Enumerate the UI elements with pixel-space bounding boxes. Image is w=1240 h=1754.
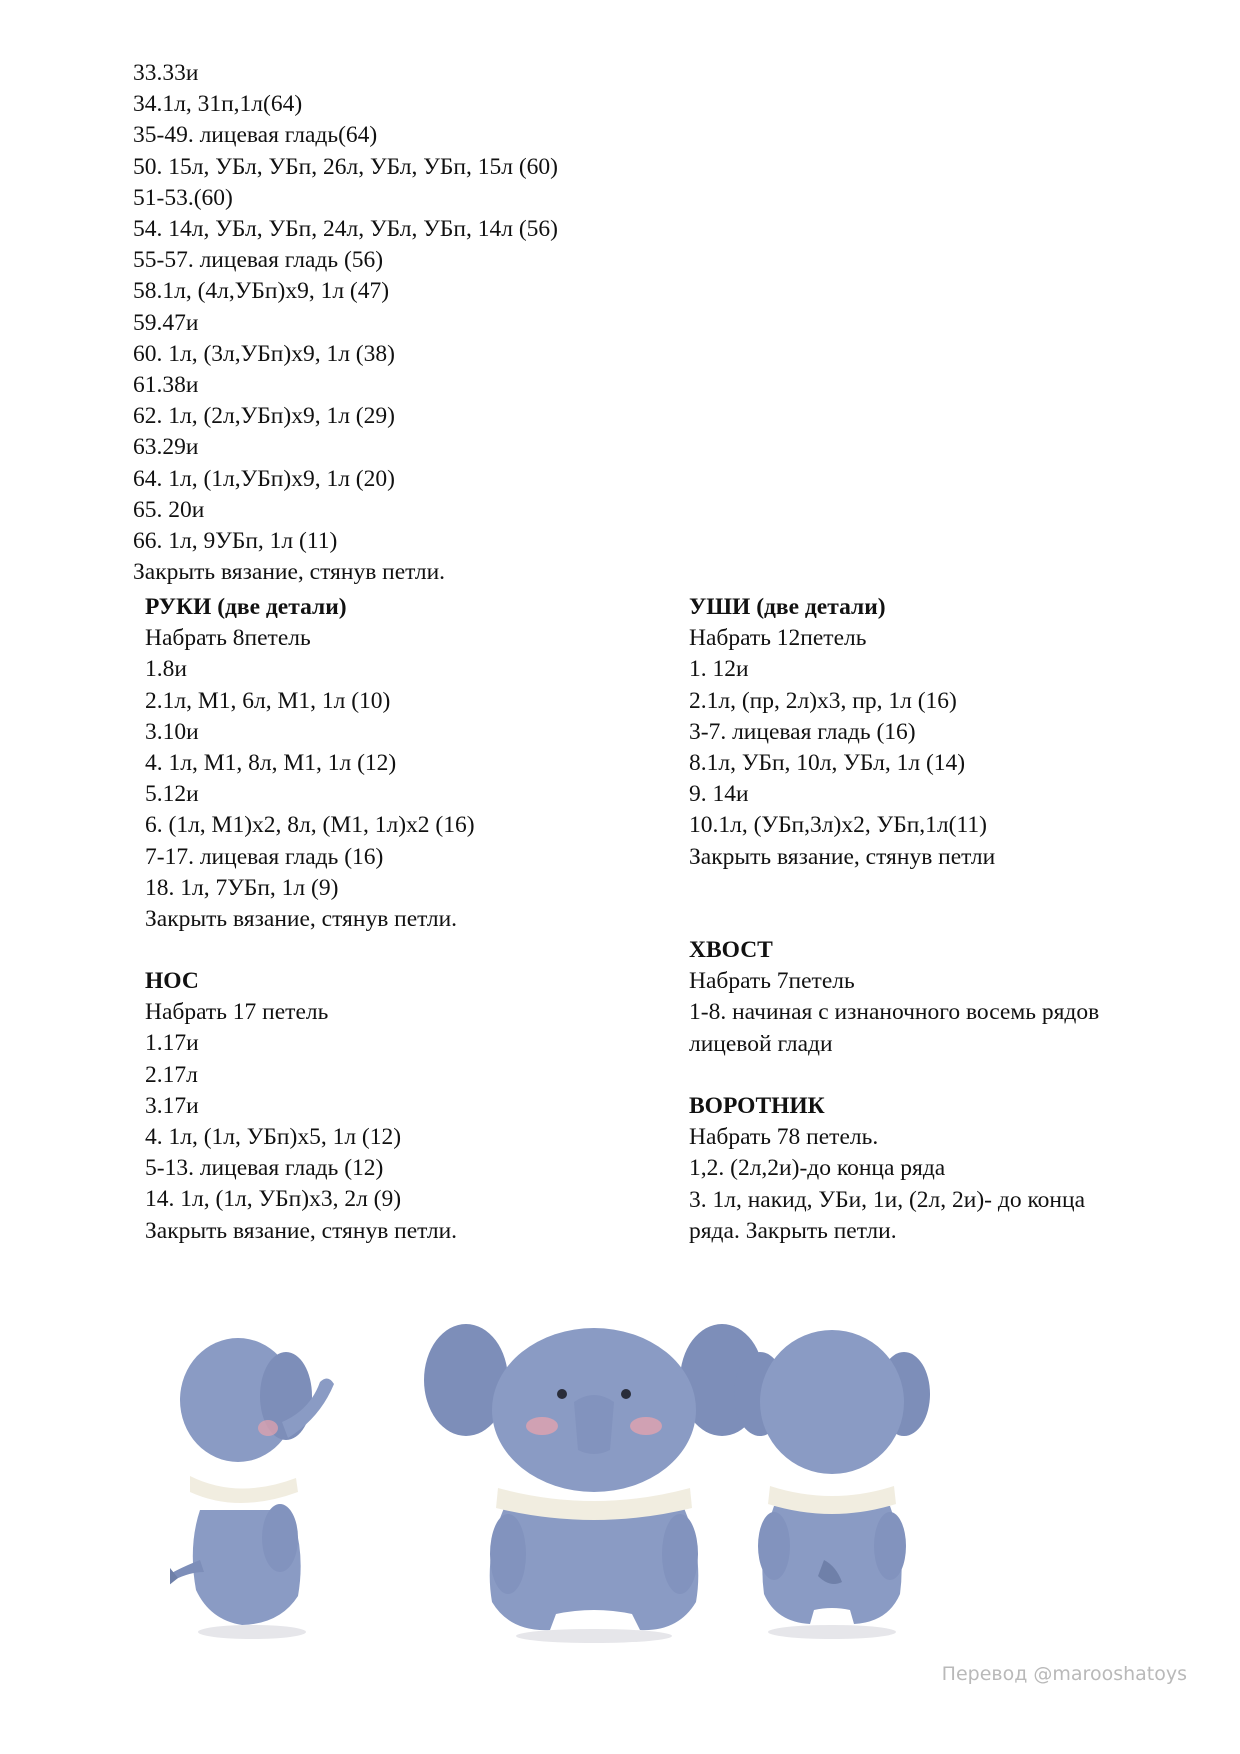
arms-row: 2.1л, М1, 6л, М1, 1л (10): [145, 687, 391, 714]
tail-section: [689, 935, 1099, 1060]
top-row: Закрыть вязание, стянув петли.: [133, 559, 446, 586]
ears-row: Набрать 12петель: [689, 625, 867, 652]
top-row: 55-57. лицевая гладь (56): [133, 247, 384, 274]
arms-row: 4. 1л, М1, 8л, М1, 1л (12): [145, 750, 397, 777]
ears-row: 1. 12и: [689, 656, 749, 683]
elephant-toy-photo: [170, 1310, 1070, 1644]
ears-row: 10.1л, (УБп,3л)х2, УБп,1л(11): [689, 812, 987, 839]
translation-credit: Перевод @marooshatoys: [941, 1663, 1187, 1685]
nose-rows: [145, 997, 457, 1247]
arms-row: 7-17. лицевая гладь (16): [145, 843, 384, 870]
ears-row: 2.1л, (пр, 2л)х3, пр, 1л (16): [689, 687, 957, 714]
ears-row: 9. 14и: [689, 781, 749, 808]
top-row: 66. 1л, 9УБп, 1л (11): [133, 528, 338, 555]
nose-row: 3.17и: [145, 1092, 199, 1119]
nose-row: 1.17и: [145, 1030, 199, 1057]
ears-rows: [689, 623, 995, 873]
top-row: 65. 20и: [133, 496, 205, 523]
tail-title: ХВОСТ: [689, 937, 773, 963]
collar-title: ВОРОТНИК: [689, 1093, 825, 1119]
collar-section: [689, 1091, 1085, 1247]
nose-section: [145, 966, 457, 1247]
nose-row: Закрыть вязание, стянув петли.: [145, 1217, 458, 1244]
collar-row: Набрать 78 петель.: [689, 1124, 879, 1151]
top-row: 60. 1л, (3л,УБп)х9, 1л (38): [133, 340, 395, 367]
ears-row: 3-7. лицевая гладь (16): [689, 718, 916, 745]
arms-row: Набрать 8петель: [145, 625, 311, 652]
nose-row: 14. 1л, (1л, УБп)х3, 2л (9): [145, 1186, 402, 1213]
top-row: 54. 14л, УБл, УБп, 24л, УБл, УБп, 14л (56): [133, 216, 558, 243]
arms-row: 18. 1л, 7УБп, 1л (9): [145, 874, 339, 901]
top-row: 64. 1л, (1л,УБп)х9, 1л (20): [133, 465, 395, 492]
top-row: 51-53.(60): [133, 184, 233, 211]
arms-row: Закрыть вязание, стянув петли.: [145, 906, 458, 933]
nose-row: 2.17л: [145, 1061, 198, 1088]
nose-row: Набрать 17 петель: [145, 999, 329, 1026]
collar-row: 1,2. (2л,2и)-до конца ряда: [689, 1155, 946, 1182]
top-row: 63.29и: [133, 434, 199, 461]
top-row: 61.38и: [133, 372, 199, 399]
arms-row: 5.12и: [145, 781, 199, 808]
top-rows-list: [133, 58, 558, 588]
top-row: 62. 1л, (2л,УБп)х9, 1л (29): [133, 403, 395, 430]
top-row: 33.33и: [133, 60, 199, 86]
nose-row: 5-13. лицевая гладь (12): [145, 1155, 384, 1182]
arms-section: [145, 592, 475, 935]
ears-section: [689, 592, 995, 873]
arms-row: 1.8и: [145, 656, 187, 683]
top-row: 50. 15л, УБл, УБп, 26л, УБл, УБп, 15л (60): [133, 153, 558, 180]
arms-row: 3.10и: [145, 718, 199, 745]
ears-title: УШИ (две детали): [689, 594, 886, 620]
arms-title: РУКИ (две детали): [145, 594, 347, 620]
top-row: 59.47и: [133, 309, 199, 336]
tail-row: лицевой глади: [689, 1030, 833, 1057]
arms-row: 6. (1л, М1)х2, 8л, (М1, 1л)х2 (16): [145, 812, 475, 839]
collar-row: 3. 1л, накид, УБи, 1и, (2л, 2и)- до конца: [689, 1186, 1086, 1213]
ears-row: Закрыть вязание, стянув петли: [689, 843, 996, 870]
tail-row: 1-8. начиная с изнаночного восемь рядов: [689, 999, 1100, 1026]
arms-rows: [145, 623, 475, 935]
nose-row: 4. 1л, (1л, УБп)х5, 1л (12): [145, 1124, 402, 1151]
tail-row: Набрать 7петель: [689, 968, 855, 995]
tail-rows: [689, 966, 1099, 1060]
top-row: 34.1л, 31п,1л(64): [133, 91, 303, 118]
ears-row: 8.1л, УБп, 10л, УБл, 1л (14): [689, 750, 966, 777]
top-row: 58.1л, (4л,УБп)х9, 1л (47): [133, 278, 390, 305]
collar-rows: [689, 1122, 1085, 1247]
collar-row: ряда. Закрыть петли.: [689, 1217, 897, 1244]
nose-title: НОС: [145, 968, 199, 994]
top-row: 35-49. лицевая гладь(64): [133, 122, 378, 149]
